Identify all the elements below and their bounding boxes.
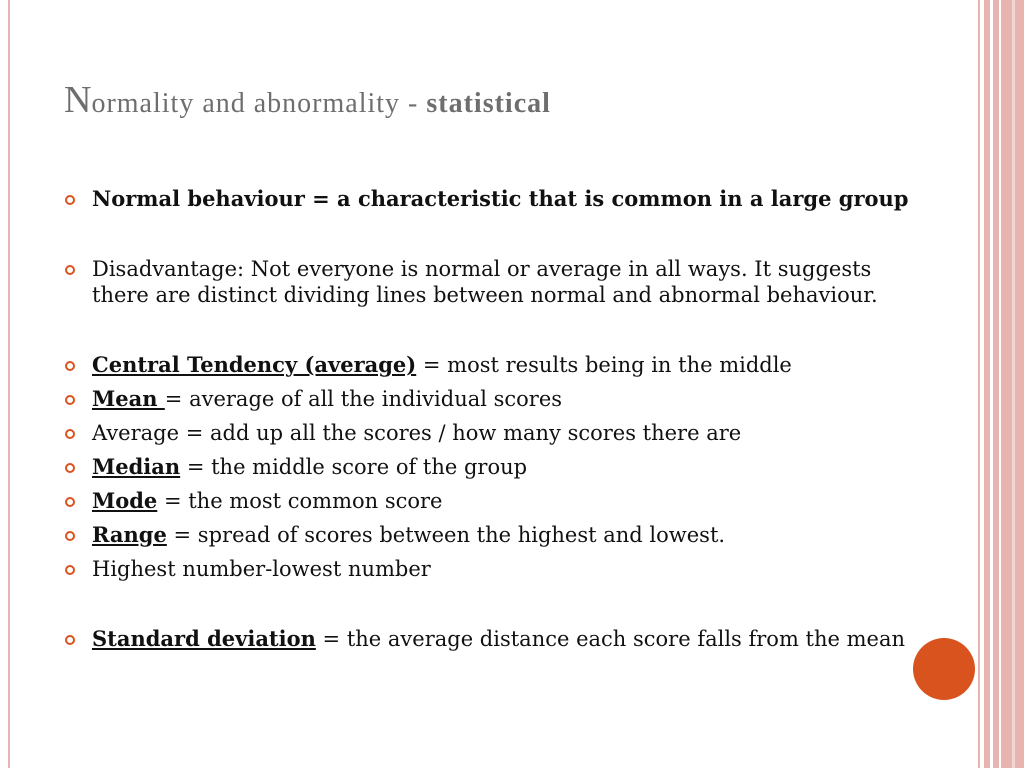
bullet-circle-icon [65, 565, 75, 575]
bullet-circle-icon [65, 395, 75, 405]
list-item-text: Highest number-lowest number [92, 557, 431, 581]
term-label: Mode [92, 488, 158, 513]
list-item-standard-deviation [60, 626, 920, 652]
list-item-text: Normal behaviour = a characteristic that is common in a large group [92, 186, 909, 211]
list-item-mode [60, 488, 920, 514]
bullet-circle-icon [65, 265, 75, 275]
right-stripe [993, 0, 999, 768]
bullet-circle-icon [65, 635, 75, 645]
bullet-list [60, 186, 920, 660]
term-label: Standard deviation [92, 626, 316, 651]
title-text: ormality and abnormality - [91, 88, 427, 119]
term-definition: = the most common score [157, 489, 443, 513]
term-definition: = average of all the individual scores [164, 387, 563, 411]
bullet-circle-icon [65, 463, 75, 473]
list-item-average [60, 420, 920, 446]
list-item-text: Disadvantage: Not everyone is normal or average in all ways. It suggests there are distinct dividing lines between normal and abnormal behaviour. [92, 257, 878, 307]
term-definition: = the average distance each score falls from the mean [315, 627, 905, 651]
term-definition: = most results being in the middle [416, 353, 792, 377]
bullet-circle-icon [65, 497, 75, 507]
list-item-highest-lowest [60, 556, 920, 582]
bullet-circle-icon [65, 531, 75, 541]
title-initial: N [64, 79, 92, 121]
bullet-circle-icon [65, 195, 75, 205]
term-definition: = the middle score of the group [180, 455, 528, 479]
bullet-circle-icon [65, 361, 75, 371]
list-item-central-tendency [60, 352, 920, 378]
decorative-orange-circle [913, 638, 975, 700]
term-label: Mean [92, 386, 165, 411]
list-item-range [60, 522, 920, 548]
term-label: Central Tendency (average) [92, 352, 417, 377]
title-emphasis: statistical [426, 88, 551, 119]
right-stripe [984, 0, 990, 768]
term-label: Range [92, 522, 167, 547]
term-definition: = spread of scores between the highest and lowest. [166, 523, 726, 547]
list-item-disadvantage [60, 256, 920, 308]
term-label: Median [92, 454, 181, 479]
bullet-circle-icon [65, 429, 75, 439]
list-item-normal-behaviour [60, 186, 920, 212]
list-item-text: Average = add up all the scores / how many scores there are [92, 421, 742, 445]
right-stripe-highlight [1012, 0, 1015, 768]
list-item-mean [60, 386, 920, 412]
slide-title [64, 78, 551, 122]
list-item-median [60, 454, 920, 480]
right-stripe [978, 0, 980, 768]
left-border-line [8, 0, 10, 768]
